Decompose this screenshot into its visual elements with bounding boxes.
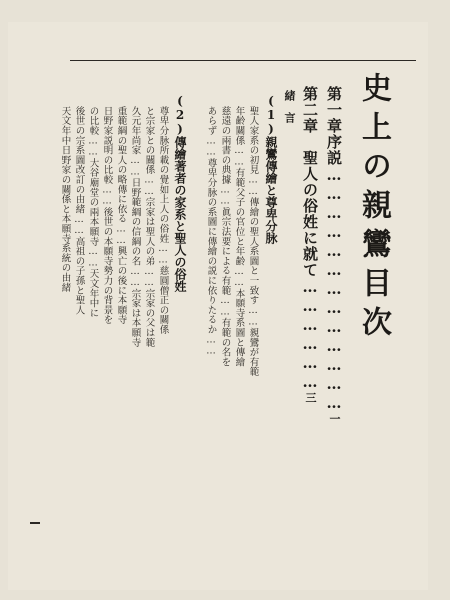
- section2-line: の比較……大谷廟堂の兩本願寺……天文年中に: [87, 106, 99, 318]
- book-title: 史上の親鸞目次: [356, 72, 391, 345]
- section2-line: 後世の宗系圖改訂の由緒……高祖の子孫と聖人: [73, 106, 85, 315]
- top-rule: [70, 60, 416, 61]
- section1-line: 聖人家系の初見……傳繪の聖人系圖と一致す……親鸞が有範: [247, 106, 259, 377]
- section2-heading: (2)傳繪著者の家系と聖人の俗姓: [173, 94, 187, 292]
- section2-line: 日野家説明の比較……後世の本願寺勢力の背景を: [101, 106, 113, 325]
- section1-heading: (1)親鸞傳繪と尊卑分脉: [264, 94, 278, 244]
- chapter2-page: 三: [304, 392, 317, 404]
- section2-line: 尊卑分脉所載の覺如上人の俗姓……慈圓僧正の關係: [157, 106, 169, 335]
- toc-entry-chapter1[interactable]: 第一章序説…………………………………一: [325, 86, 343, 425]
- book-page: [8, 22, 428, 590]
- section2-line: 天文年中日野家の關係と本願寺系統の由緒: [59, 106, 71, 293]
- chapter1-suffix: 説: [325, 150, 343, 166]
- chapter2-label: 第二章: [301, 86, 319, 134]
- section1-line: 年齢關係……有範父子の官位と年齢……本願寺系圖と傳繪: [233, 106, 245, 367]
- toc-entry-chapter2[interactable]: 第二章 聖人の俗姓に就て………………三: [301, 86, 319, 404]
- section1-line: 慈遠の兩書の典據……眞宗法要による有範……有範の名を: [219, 106, 231, 367]
- section2-line: 重範綱の聖人の略傳に依る……興亡の後に本願寺: [115, 106, 127, 325]
- section2-line: 久元年尚家……日野範綱の信綱の名……宗家は本願寺: [129, 106, 141, 348]
- chapter1-label: 第一章: [325, 86, 343, 134]
- margin-mark: [30, 522, 40, 524]
- chapter1-page: 一: [328, 413, 341, 425]
- section1-line: あらず……尊卑分脉の系圖に傳繪の説に依りたるか……: [205, 106, 217, 357]
- chapter2-title: 聖人の俗姓に就て: [301, 150, 319, 278]
- chapter1-title: 序: [325, 134, 343, 150]
- section-intro: 緒 言: [283, 90, 296, 123]
- section2-line: と宗家との關係……宗家は聖人の弟……宗家の父は範: [143, 106, 155, 348]
